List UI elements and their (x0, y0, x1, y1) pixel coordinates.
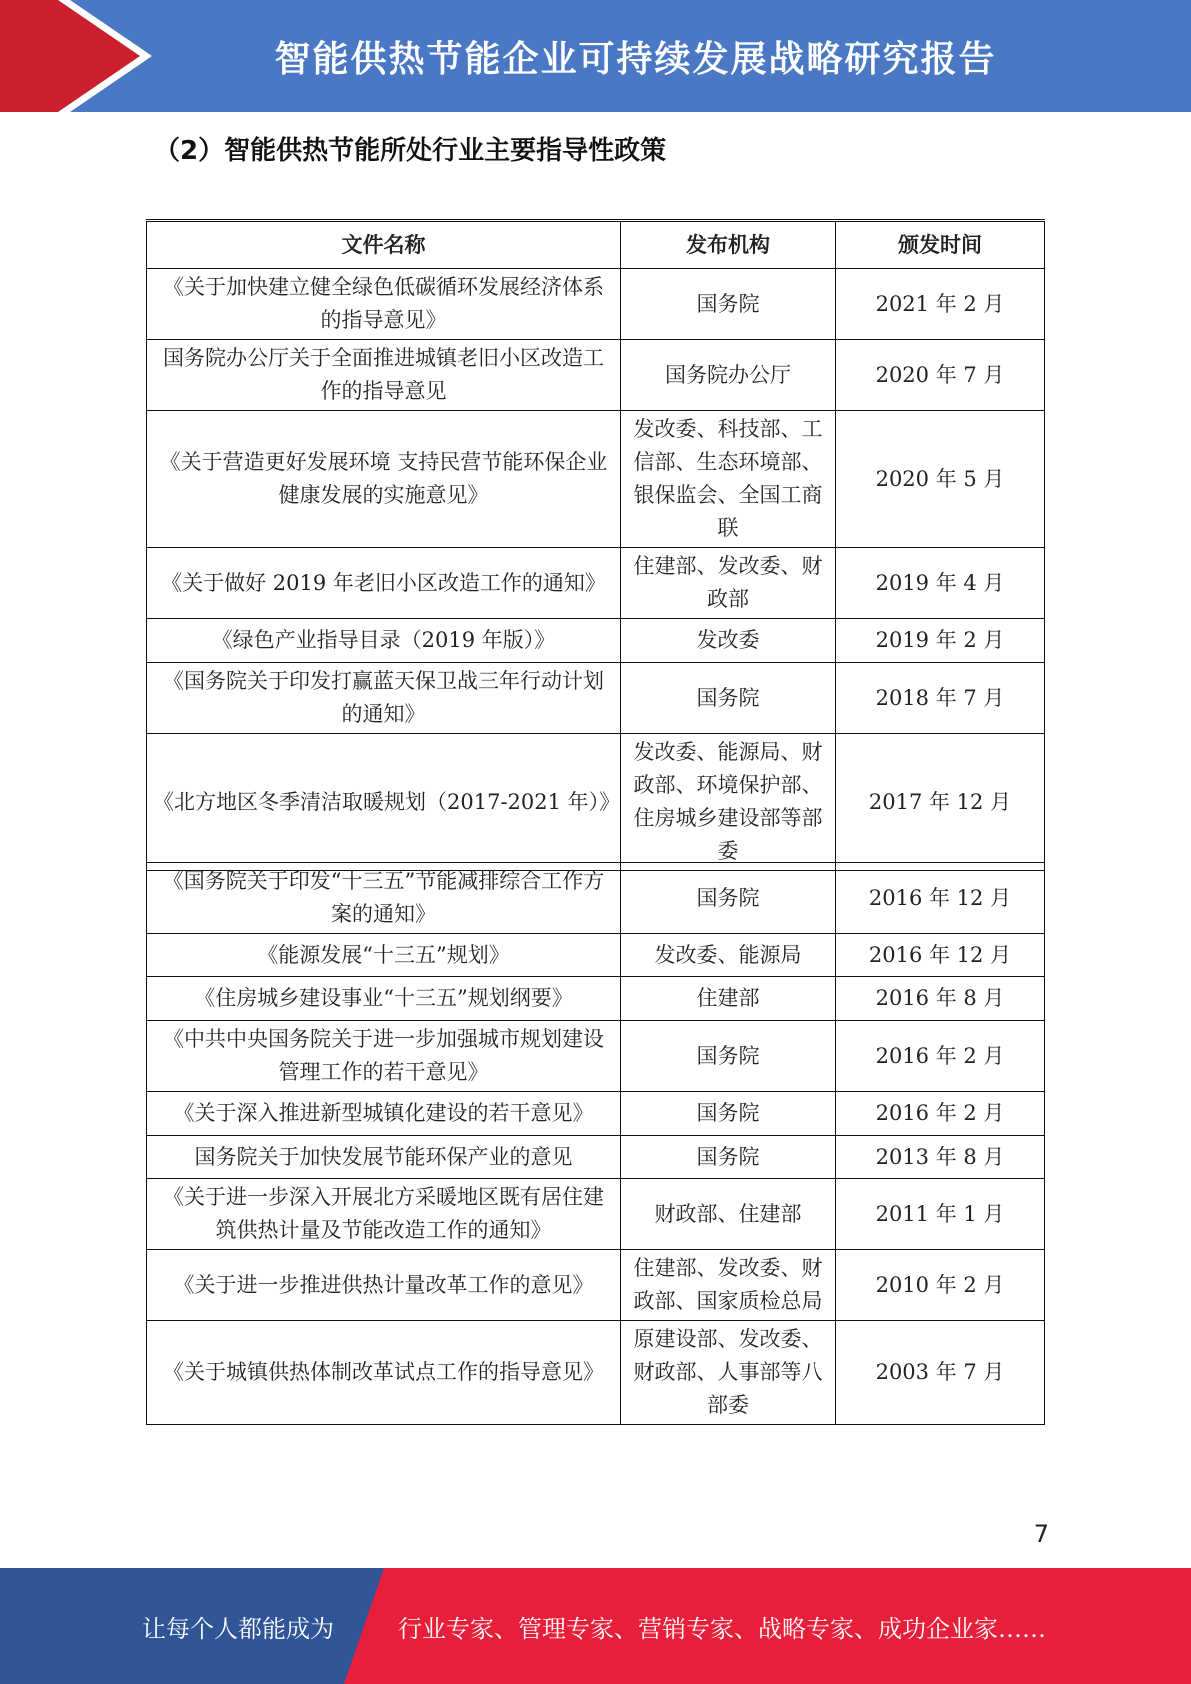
date-cell: 2016 年 12 月 (836, 934, 1045, 977)
doc-name-cell: 《国务院关于印发“十三五”节能减排综合工作方案的通知》 (147, 863, 621, 934)
org-cell: 原建设部、发改委、财政部、人事部等八部委 (621, 1321, 836, 1425)
date-cell: 2021 年 2 月 (836, 269, 1045, 340)
page-number: 7 (1033, 1520, 1049, 1548)
table-row (147, 269, 1045, 340)
table-row (147, 663, 1045, 734)
date-cell: 2011 年 1 月 (836, 1179, 1045, 1250)
doc-name-cell: 《关于营造更好发展环境 支持民营节能环保企业健康发展的实施意见》 (147, 411, 621, 548)
date-cell: 2010 年 2 月 (836, 1250, 1045, 1321)
doc-name-cell: 《国务院关于印发打赢蓝天保卫战三年行动计划的通知》 (147, 663, 621, 734)
doc-name-cell: 《关于城镇供热体制改革试点工作的指导意见》 (147, 1321, 621, 1425)
doc-name-cell: 《北方地区冬季清洁取暖规划（2017-2021 年）》 (147, 734, 621, 871)
column-header-name: 文件名称 (147, 221, 621, 269)
table-header-row (147, 221, 1045, 269)
footer-slogan-right: 行业专家、管理专家、营销专家、战略专家、成功企业家…… (398, 1614, 1046, 1643)
date-cell: 2017 年 12 月 (836, 734, 1045, 871)
org-cell: 国务院办公厅 (621, 340, 836, 411)
date-cell: 2016 年 2 月 (836, 1092, 1045, 1136)
org-cell: 发改委、科技部、工信部、生态环境部、银保监会、全国工商联 (621, 411, 836, 548)
policy-table-part1 (146, 219, 1045, 871)
org-cell: 发改委 (621, 619, 836, 663)
report-title: 智能供热节能企业可持续发展战略研究报告 (274, 38, 997, 80)
doc-name-cell: 《关于做好 2019 年老旧小区改造工作的通知》 (147, 548, 621, 619)
doc-name-cell: 《住房城乡建设事业“十三五”规划纲要》 (147, 977, 621, 1021)
date-cell: 2019 年 2 月 (836, 619, 1045, 663)
doc-name-cell: 《关于进一步推进供热计量改革工作的意见》 (147, 1250, 621, 1321)
table-row (147, 1136, 1045, 1179)
table-row (147, 340, 1045, 411)
doc-name-cell: 《能源发展“十三五”规划》 (147, 934, 621, 977)
org-cell: 住建部、发改委、财政部、国家质检总局 (621, 1250, 836, 1321)
org-cell: 国务院 (621, 663, 836, 734)
table-row (147, 619, 1045, 663)
page-footer (0, 1568, 1191, 1684)
date-cell: 2019 年 4 月 (836, 548, 1045, 619)
date-cell: 2020 年 5 月 (836, 411, 1045, 548)
date-cell: 2003 年 7 月 (836, 1321, 1045, 1425)
table-row (147, 1250, 1045, 1321)
column-header-org: 发布机构 (621, 221, 836, 269)
section-title: （2）智能供热节能所处行业主要指导性政策 (154, 136, 667, 166)
table-row (147, 1092, 1045, 1136)
table-row (147, 411, 1045, 548)
column-header-date: 颁发时间 (836, 221, 1045, 269)
org-cell: 国务院 (621, 269, 836, 340)
doc-name-cell: 《关于加快建立健全绿色低碳循环发展经济体系的指导意见》 (147, 269, 621, 340)
org-cell: 国务院 (621, 1021, 836, 1092)
org-cell: 国务院 (621, 1136, 836, 1179)
doc-name-cell: 国务院办公厅关于全面推进城镇老旧小区改造工作的指导意见 (147, 340, 621, 411)
org-cell: 国务院 (621, 863, 836, 934)
doc-name-cell: 《关于进一步深入开展北方采暖地区既有居住建筑供热计量及节能改造工作的通知》 (147, 1179, 621, 1250)
table-row (147, 1179, 1045, 1250)
org-cell: 财政部、住建部 (621, 1179, 836, 1250)
doc-name-cell: 《中共中央国务院关于进一步加强城市规划建设管理工作的若干意见》 (147, 1021, 621, 1092)
doc-name-cell: 《绿色产业指导目录（2019 年版）》 (147, 619, 621, 663)
org-cell: 发改委、能源局 (621, 934, 836, 977)
table-row (147, 977, 1045, 1021)
date-cell: 2016 年 12 月 (836, 863, 1045, 934)
org-cell: 住建部 (621, 977, 836, 1021)
org-cell: 发改委、能源局、财政部、环境保护部、住房城乡建设部等部委 (621, 734, 836, 871)
doc-name-cell: 《关于深入推进新型城镇化建设的若干意见》 (147, 1092, 621, 1136)
page-header (0, 0, 1191, 112)
table-row (147, 863, 1045, 934)
doc-name-cell: 国务院关于加快发展节能环保产业的意见 (147, 1136, 621, 1179)
table-row (147, 548, 1045, 619)
date-cell: 2020 年 7 月 (836, 340, 1045, 411)
footer-slogan-left: 让每个人都能成为 (142, 1614, 334, 1643)
table-row (147, 1021, 1045, 1092)
date-cell: 2013 年 8 月 (836, 1136, 1045, 1179)
date-cell: 2016 年 2 月 (836, 1021, 1045, 1092)
date-cell: 2018 年 7 月 (836, 663, 1045, 734)
table-row (147, 734, 1045, 871)
org-cell: 国务院 (621, 1092, 836, 1136)
org-cell: 住建部、发改委、财政部 (621, 548, 836, 619)
date-cell: 2016 年 8 月 (836, 977, 1045, 1021)
table-row (147, 1321, 1045, 1425)
table-row (147, 934, 1045, 977)
policy-table-part2 (146, 862, 1045, 1425)
